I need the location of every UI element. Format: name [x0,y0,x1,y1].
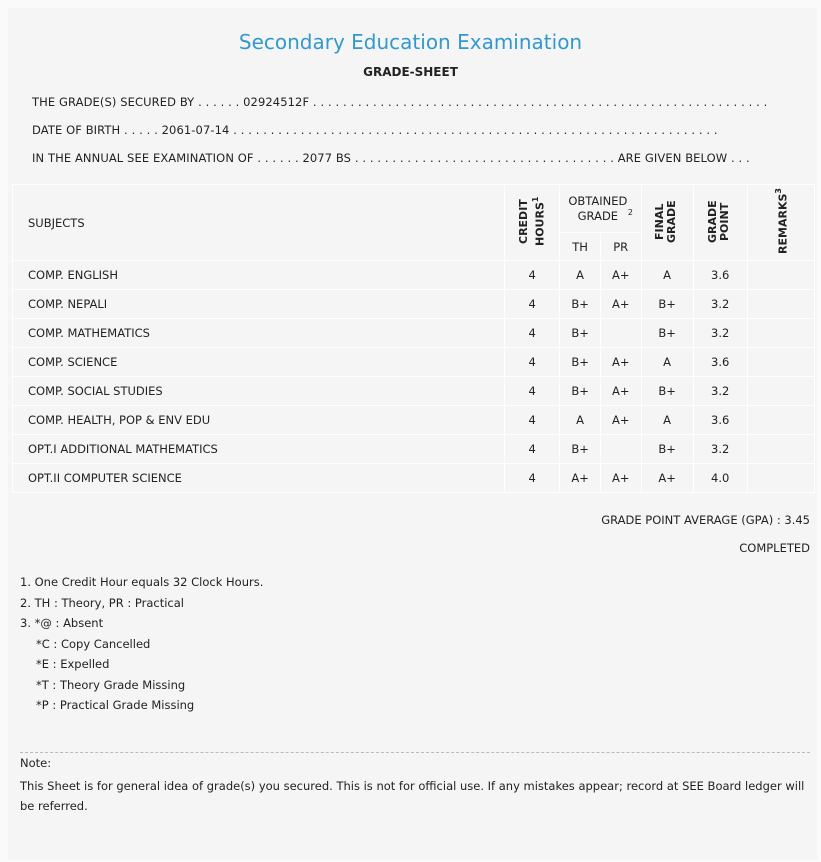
credit-hours-cell: 4 [505,377,560,406]
credit-hours-cell: 4 [505,464,560,493]
subject-cell: OPT.II COMPUTER SCIENCE [13,464,505,493]
subject-cell: COMP. SCIENCE [13,348,505,377]
credit-hours-header: CREDIT HOURS$^1$ [505,185,560,261]
pr-grade-cell: A+ [600,261,641,290]
th-grade-cell: B+ [560,377,601,406]
remarks-cell [747,377,814,406]
credit-hours-cell: 4 [505,319,560,348]
result-status: COMPLETED [739,541,810,555]
page-subtitle: GRADE-SHEET [363,65,458,79]
subject-cell: COMP. HEALTH, POP & ENV EDU [13,406,505,435]
table-row [13,464,815,493]
final-grade-cell: B+ [641,290,693,319]
final-grade-cell: B+ [641,435,693,464]
remarks-cell [747,261,814,290]
th-header: TH [560,233,601,261]
final-grade-cell: A [641,261,693,290]
remarks-cell [747,406,814,435]
footnote-item: 1. One Credit Hour equals 32 Clock Hours. [20,575,264,589]
grade-point-cell: 3.2 [693,290,747,319]
grade-point-cell: 3.2 [693,435,747,464]
subject-cell: OPT.I ADDITIONAL MATHEMATICS [13,435,505,464]
pr-grade-cell: A+ [600,406,641,435]
subject-cell: COMP. MATHEMATICS [13,319,505,348]
remarks-cell [747,435,814,464]
obtained-grade-header: OBTAINED GRADE $^2$ [560,185,641,233]
pr-grade-cell [600,319,641,348]
credit-hours-cell: 4 [505,290,560,319]
grades-table [12,184,815,493]
grade-point-cell: 3.6 [693,406,747,435]
credit-hours-cell: 4 [505,435,560,464]
pr-grade-cell: A+ [600,464,641,493]
note-heading: Note: [20,756,52,770]
final-grade-header: FINAL GRADE [641,185,693,261]
th-grade-cell: B+ [560,348,601,377]
final-grade-cell: A [641,406,693,435]
table-row [13,435,815,464]
pr-grade-cell: A+ [600,348,641,377]
footnote-item: *C : Copy Cancelled [36,636,151,651]
note-text: This Sheet is for general idea of grade(s) you secured. This is not for official use. If any mistakes appear; record at SEE Board ledger will be referred. [20,779,805,813]
remarks-header: REMARKS$^3$ [747,185,814,261]
th-grade-cell: B+ [560,290,601,319]
remarks-cell [747,348,814,377]
grade-point-header: GRADE POINT [693,185,747,261]
credit-hours-cell: 4 [505,261,560,290]
th-grade-cell: A [560,406,601,435]
footnote-item: 2. TH : Theory, PR : Practical [20,595,184,610]
final-grade-cell: B+ [641,377,693,406]
pr-grade-cell: A+ [600,377,641,406]
th-grade-cell: B+ [560,319,601,348]
table-row [13,261,815,290]
date-of-birth-line: DATE OF BIRTH . . . . . 2061-07-14 . . . . . . . . . . . . . . . . . . . . . . . . . . . . . . . . . . . . . . . . . . . . . . . . . . . . . . . . . . . . . . . . . [32,123,718,137]
table-row [13,406,815,435]
final-grade-cell: A+ [641,464,693,493]
subject-cell: COMP. SOCIAL STUDIES [13,377,505,406]
pr-grade-cell: A+ [600,290,641,319]
grade-point-cell: 3.2 [693,377,747,406]
subject-cell: COMP. ENGLISH [13,261,505,290]
credit-hours-cell: 4 [505,348,560,377]
grade-point-cell: 3.2 [693,319,747,348]
subject-cell: COMP. NEPALI [13,290,505,319]
page-title: Secondary Education Examination [238,30,583,54]
remarks-cell [747,319,814,348]
table-row [13,348,815,377]
remarks-cell [747,464,814,493]
footnote-item: *T : Theory Grade Missing [36,677,186,692]
footnote-item: *P : Practical Grade Missing [36,698,195,712]
divider [20,752,810,753]
pr-grade-cell [600,435,641,464]
remarks-cell [747,290,814,319]
table-row [13,377,815,406]
grade-point-cell: 3.6 [693,348,747,377]
table-row [13,290,815,319]
secured-by-line: THE GRADE(S) SECURED BY . . . . . . 02924512F . . . . . . . . . . . . . . . . . . . . . . . . . . . . . . . . . . . . . . . . . . . . . . . . . . . . . . . . . . . . . [32,95,768,109]
grade-point-cell: 3.6 [693,261,747,290]
table-row [13,319,815,348]
th-grade-cell: B+ [560,435,601,464]
th-grade-cell: A [560,261,601,290]
credit-hours-cell: 4 [505,406,560,435]
grade-point-cell: 4.0 [693,464,747,493]
footnotes [20,572,263,716]
footnote-item: 3. *@ : Absent [20,616,104,630]
final-grade-cell: B+ [641,319,693,348]
exam-line: IN THE ANNUAL SEE EXAMINATION OF . . . . . . 2077 BS . . . . . . . . . . . . . . . . . . . . . . . . . . . . . . . . . . . ARE GIVEN BELOW . . . [32,151,750,165]
subjects-header: SUBJECTS [13,185,505,261]
final-grade-cell: A [641,348,693,377]
pr-header: PR [600,233,641,261]
footnote-item: *E : Expelled [36,657,110,671]
th-grade-cell: A+ [560,464,601,493]
gpa-summary: GRADE POINT AVERAGE (GPA) : 3.45 [601,513,810,527]
